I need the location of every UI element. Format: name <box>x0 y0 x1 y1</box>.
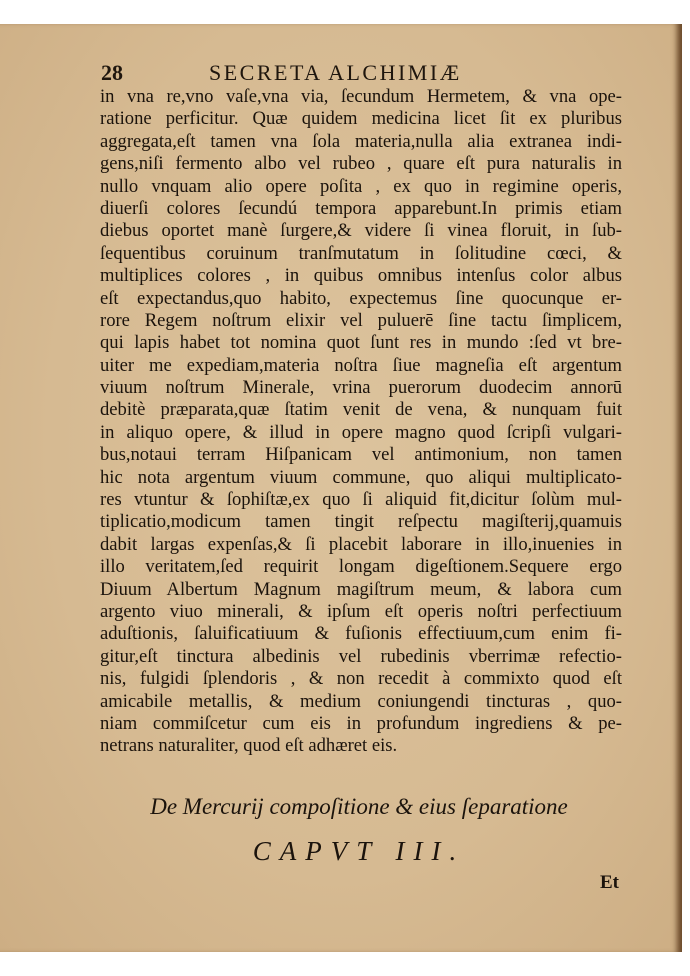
book-page <box>0 24 682 952</box>
text-line: illo veritatem,ſed requirit longam digeſtionem.Sequere ergo <box>100 556 622 578</box>
text-line: Diuum Albertum Magnum magiſtrum meum, & labora cum <box>100 578 622 600</box>
text-line: nullo vnquam alio opere poſita , ex quo in regimine operis, <box>100 175 622 197</box>
text-line: multiplices colores , in quibus omnibus intenſus color albus <box>100 265 622 287</box>
text-line: netrans naturaliter, quod eſt adhæret eis. <box>100 735 398 757</box>
catchword: Et <box>600 872 619 893</box>
text-line: niam commiſcetur cum eis in profundum ingrediens & pe- <box>100 712 622 734</box>
text-line: ratione perficitur. Quæ quidem medicina licet ſit ex pluribus <box>100 108 622 130</box>
text-line: hic nota argentum viuum commune, quo aliqui multiplicato- <box>100 466 622 488</box>
text-line: eſt expectandus,quo habito, expectemus ſine quocunque er- <box>100 287 622 309</box>
text-line: gens,niſi fermento albo vel rubeo , quare eſt pura naturalis in <box>100 153 622 175</box>
page-number: 28 <box>101 60 123 85</box>
text-line: argento viuo minerali, & ipſum eſt operis noſtri perfectiuum <box>100 600 622 622</box>
text-line: qui lapis habet tot nomina quot ſunt res in mundo :ſed vt bre- <box>100 332 622 354</box>
text-line: gitur,eſt tinctura albedinis vel rubedinis vberrimæ refectio- <box>100 645 622 667</box>
running-header <box>101 60 521 86</box>
running-title: SECRETA ALCHIMIÆ <box>209 60 462 85</box>
section-heading: De Mercurij compoſitione & eius ſeparatione <box>150 794 568 819</box>
text-line: diebus oportet manè ſurgere,& videre ſi vinea floruit, in ſub- <box>100 220 622 242</box>
text-line: res vtuntur & ſophiſtæ,ex quo ſi aliquid fit,dicitur ſolùm mul- <box>100 489 622 511</box>
text-line: in vna re,vno vaſe,vna via, ſecundum Hermetem, & vna ope- <box>100 86 622 107</box>
text-line: in aliquo opere, & illud in opere magno quod ſcripſi vulgari- <box>100 421 622 443</box>
text-line: debitè præparata,quæ ſtatim venit de vena, & nunquam fuit <box>100 399 622 421</box>
text-line: viuum noſtrum Minerale, vrina puerorum duodecim annorū <box>100 377 622 399</box>
text-line: tiplicatio,modicum tamen tingit reſpectu magiſterij,quamuis <box>100 511 622 533</box>
text-line: amicabile metallis, & medium coniungendi tincturas , quo- <box>100 690 622 712</box>
chapter-label: CAPVT III. <box>252 836 466 866</box>
text-line: uiter me expediam,materia noſtra ſiue magneſia eſt argentum <box>100 354 622 376</box>
text-line: bus,notaui terram Hiſpanicam vel antimonium, non tamen <box>100 444 622 466</box>
text-line: aduſtionis, ſaluificatiuum & fuſionis effectiuum,cum enim fi- <box>100 623 622 645</box>
text-line: dabit largas expenſas,& ſi placebit laborare in illo,inuenies in <box>100 533 622 555</box>
text-line: diuerſi colores ſecundú tempora apparebunt.In primis etiam <box>100 197 622 219</box>
text-line: ſequentibus coruinum tranſmutatum in ſolitudine cœci, & <box>100 242 622 264</box>
body-text <box>100 86 622 758</box>
text-line: nis, fulgidi ſplendoris , & non recedit à commixto quod eſt <box>100 668 622 690</box>
text-line: rore Regem noſtrum elixir vel puluerē ſine tactu ſimplicem, <box>100 309 622 331</box>
text-line: aggregata,eſt tamen vna ſola materia,nulla alia extranea indi- <box>100 130 622 152</box>
